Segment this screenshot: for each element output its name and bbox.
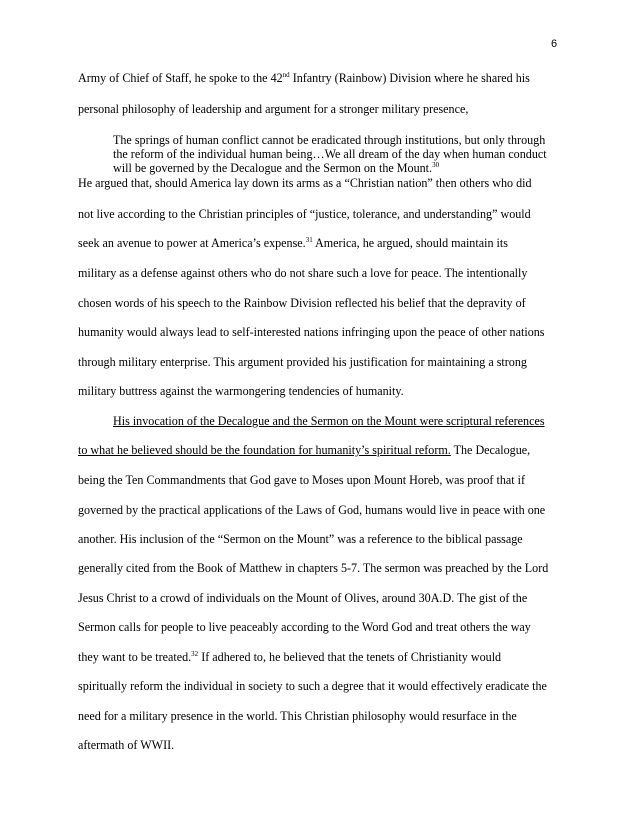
body-line: chosen words of his speech to the Rainbow Division reflected his belief that the depravity of [78,296,526,310]
body-line: personal philosophy of leadership and argument for a stronger military presence, [78,102,469,116]
body-line: humanity would always lead to self-interested nations infringing upon the peace of other nations [78,325,545,339]
underlined-text: to what he believed should be the foundation for humanity’s spiritual reform. [78,443,451,457]
page-number: 6 [551,38,558,50]
body-line: Army of Chief of Staff, he spoke to the 42nd Infantry (Rainbow) Division where he shared his [78,71,530,85]
body-line: they want to be treated.$^{32}$ If adhered to, he believed that the tenets of Christianity would [78,650,502,664]
block-quote-line: The springs of human conflict cannot be eradicated through institutions, but only through [113,133,546,147]
body-line: another. His inclusion of the “Sermon on the Mount” was a reference to the biblical passage [78,532,523,546]
block-quote-line: the reform of the individual human being…We all dream of the day when human conduct [113,147,547,161]
body-line: spiritually reform the individual in society to such a degree that it would effectively eradicate the [78,679,547,693]
body-line: military buttress against the warmongering tendencies of humanity. [78,384,404,398]
body-line: through military enterprise. This argument provided his justification for maintaining a strong [78,355,527,369]
body-line: Jesus Christ to a crowd of individuals on the Mount of Olives, around 30A.D. The gist of the [78,591,528,605]
body-line: to what he believed should be the foundation for humanity’s spiritual reform. The Decalogue, [78,443,531,457]
body-line: He argued that, should America lay down its arms as a “Christian nation” then others who did [78,176,532,190]
body-line: aftermath of WWII. [78,738,175,752]
body-line: Sermon calls for people to live peaceably according to the Word God and treat others the way [78,620,531,634]
body-line: generally cited from the Book of Matthew in chapters 5-7. The sermon was preached by the Lord [78,561,549,575]
body-line: not live according to the Christian principles of “justice, tolerance, and understanding” would [78,207,531,221]
body-line: governed by the practical applications of the Laws of God, humans would live in peace with one [78,503,546,517]
body-line: military as a defense against others who do not share such a love for peace. The intentionally [78,266,528,280]
underlined-text: His invocation of the Decalogue and the Sermon on the Mount were scriptural references [113,414,545,428]
body-line: being the Ten Commandments that God gave to Moses upon Mount Horeb, was proof that if [78,473,526,487]
body-line: need for a military presence in the world. This Christian philosophy would resurface in the [78,709,517,723]
body-line [113,414,545,428]
block-quote-line: will be governed by the Decalogue and the Sermon on the Mount.$^{30}$ [113,161,440,175]
body-line: seek an avenue to power at America’s expense.$^{31}$ America, he argued, should maintain its [78,236,508,250]
